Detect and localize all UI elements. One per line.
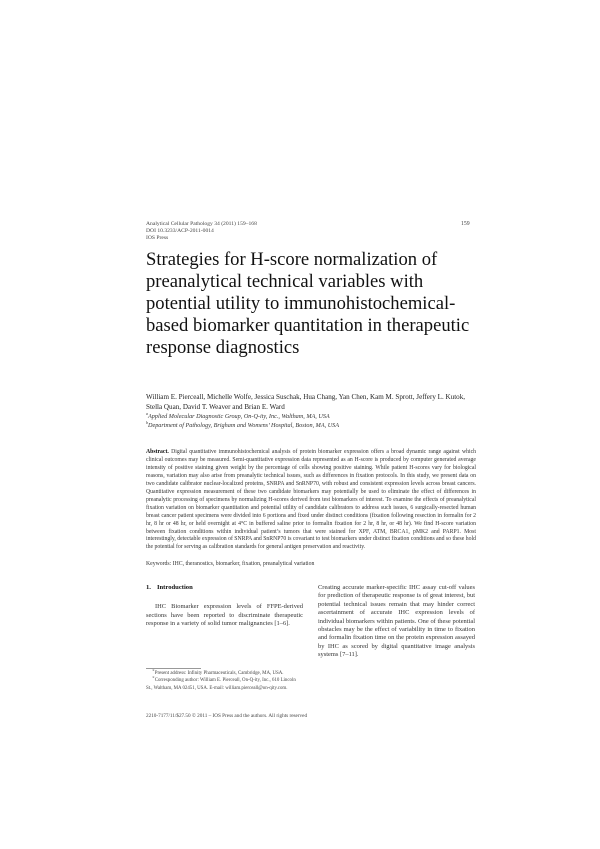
abstract-text: Digital quantitative immunohistochemical analysis of protein biomarker expression offers a broad dynamic range against which clinical outcomes may be measured. Semi-quantitative expression data represented as an H-score is produced by computer generated average intensity of positive staining given weight by the percentage of cells showing positive staining. While patient H-scores vary for biological reasons, variation may also arise from preanalytic technical issues, such as differences in fixation protocols. In this study, we present data on two candidate calibrator nuclear-localized proteins, SNRPA and SnRNP70, with robust and consistent expression levels across breast cancers. Quantitative expression measurement of these two candidate biomarkers may potentially be used to eliminate the effect of differences in preanalytic processing of specimens by normalizing H-scores derived from test biomarkers of interest. To examine the effects of preanalytical fixation variation on biomarker quantitation and potential utility of candidate calibrators to address such issues, 6 surgically-resected human breast cancer patient specimens were divided into 6 portions and fixed under distinct conditions (fixation following resection in formalin for 2 hr, 8 hr or 48 hr, or held overnight at 4°C in buffered saline prior to formalin fixation for 2 hr, 8 hr, or 48 hr). We find H-score variation between fixation conditions within individual patient’s tumors that were stained for XPF, ATM, BRCA1, pMK2 and PARP1. Most interestingly, detectable expression of SNRPA and SnRNP70 is covariant to test biomarkers under distinct fixation conditions and so these hold the potential for serving as calibration standards for general antigen preservation and reactivity. [146, 449, 476, 551]
copyright-line: 2210-7177/11/$27.50 © 2011 – IOS Press and the authors. All rights reserved [146, 713, 308, 719]
body-column-right [318, 584, 475, 660]
abstract [146, 449, 476, 552]
abstract-label: Abstract. [146, 449, 169, 455]
doi: DOI 10.3233/ACP-2011-0014 [146, 228, 214, 235]
footnote-corresponding-author: ∗Corresponding author: William E. Pierceall, On-Q-ity, Inc., 610 Lincoln St., Waltham, MA 02451, USA. E-mail: william.pierceall@on-qity.com. [146, 674, 296, 691]
section-heading-introduction: 1. Introduction [146, 584, 193, 591]
publisher: IOS Press [146, 235, 169, 242]
affiliations [146, 412, 476, 430]
author-list: William E. Pierceall, Michelle Wolfe, Jessica Suschak, Hua Chang, Yan Chen, Kam M. Sprott, Jeffery L. Kutok, Stella Quan, David T. Weaver and Brian E. Ward [146, 393, 466, 411]
intro-paragraph-2: Creating accurate marker-specific IHC assay cut-off values for prediction of therapeutic response is of great interest, but potential technical issues remain that may hinder correct ascertainment of accurate IHC expression levels of individual biomarkers within patients. One of these potential obstacles may be the effect of variability in time to fixation and formalin fixation time on the protein expression assayed by IHC as scored by digital quantitative image analysis systems [7–11]. [318, 584, 475, 659]
journal-citation: Analytical Cellular Pathology 34 (2011) 159–168 [146, 221, 257, 227]
journal-header [146, 221, 257, 243]
body-column-left [146, 584, 303, 629]
footnote-present-address: ∗Present address: Infinity Pharmaceuticals, Cambridge, MA, USA. [152, 667, 284, 676]
keywords: Keywords: IHC, theranostics, biomarker, fixation, preanalytical variation [146, 561, 315, 567]
intro-paragraph-1: IHC Biomarker expression levels of FFPE-derived sections have been reported to discriminate therapeutic response in a variety of solid tumor malignancies [1–6]. [146, 603, 303, 628]
affiliation-a: $^a$Applied Molecular Diagnostic Group, On-Q-ity, Inc., Waltham, MA, USA [146, 410, 330, 420]
paper-title: Strategies for H-score normalization of preanalytical technical variables with potential utility to immunohistochemical-based biomarker quantitation in therapeutic response diagnostics [146, 249, 470, 358]
page-number: 159 [461, 221, 470, 227]
affiliation-b: $^b$Department of Pathology, Brigham and Womens’ Hospital, Boston, MA, USA [146, 420, 340, 430]
footnotes [146, 667, 303, 692]
